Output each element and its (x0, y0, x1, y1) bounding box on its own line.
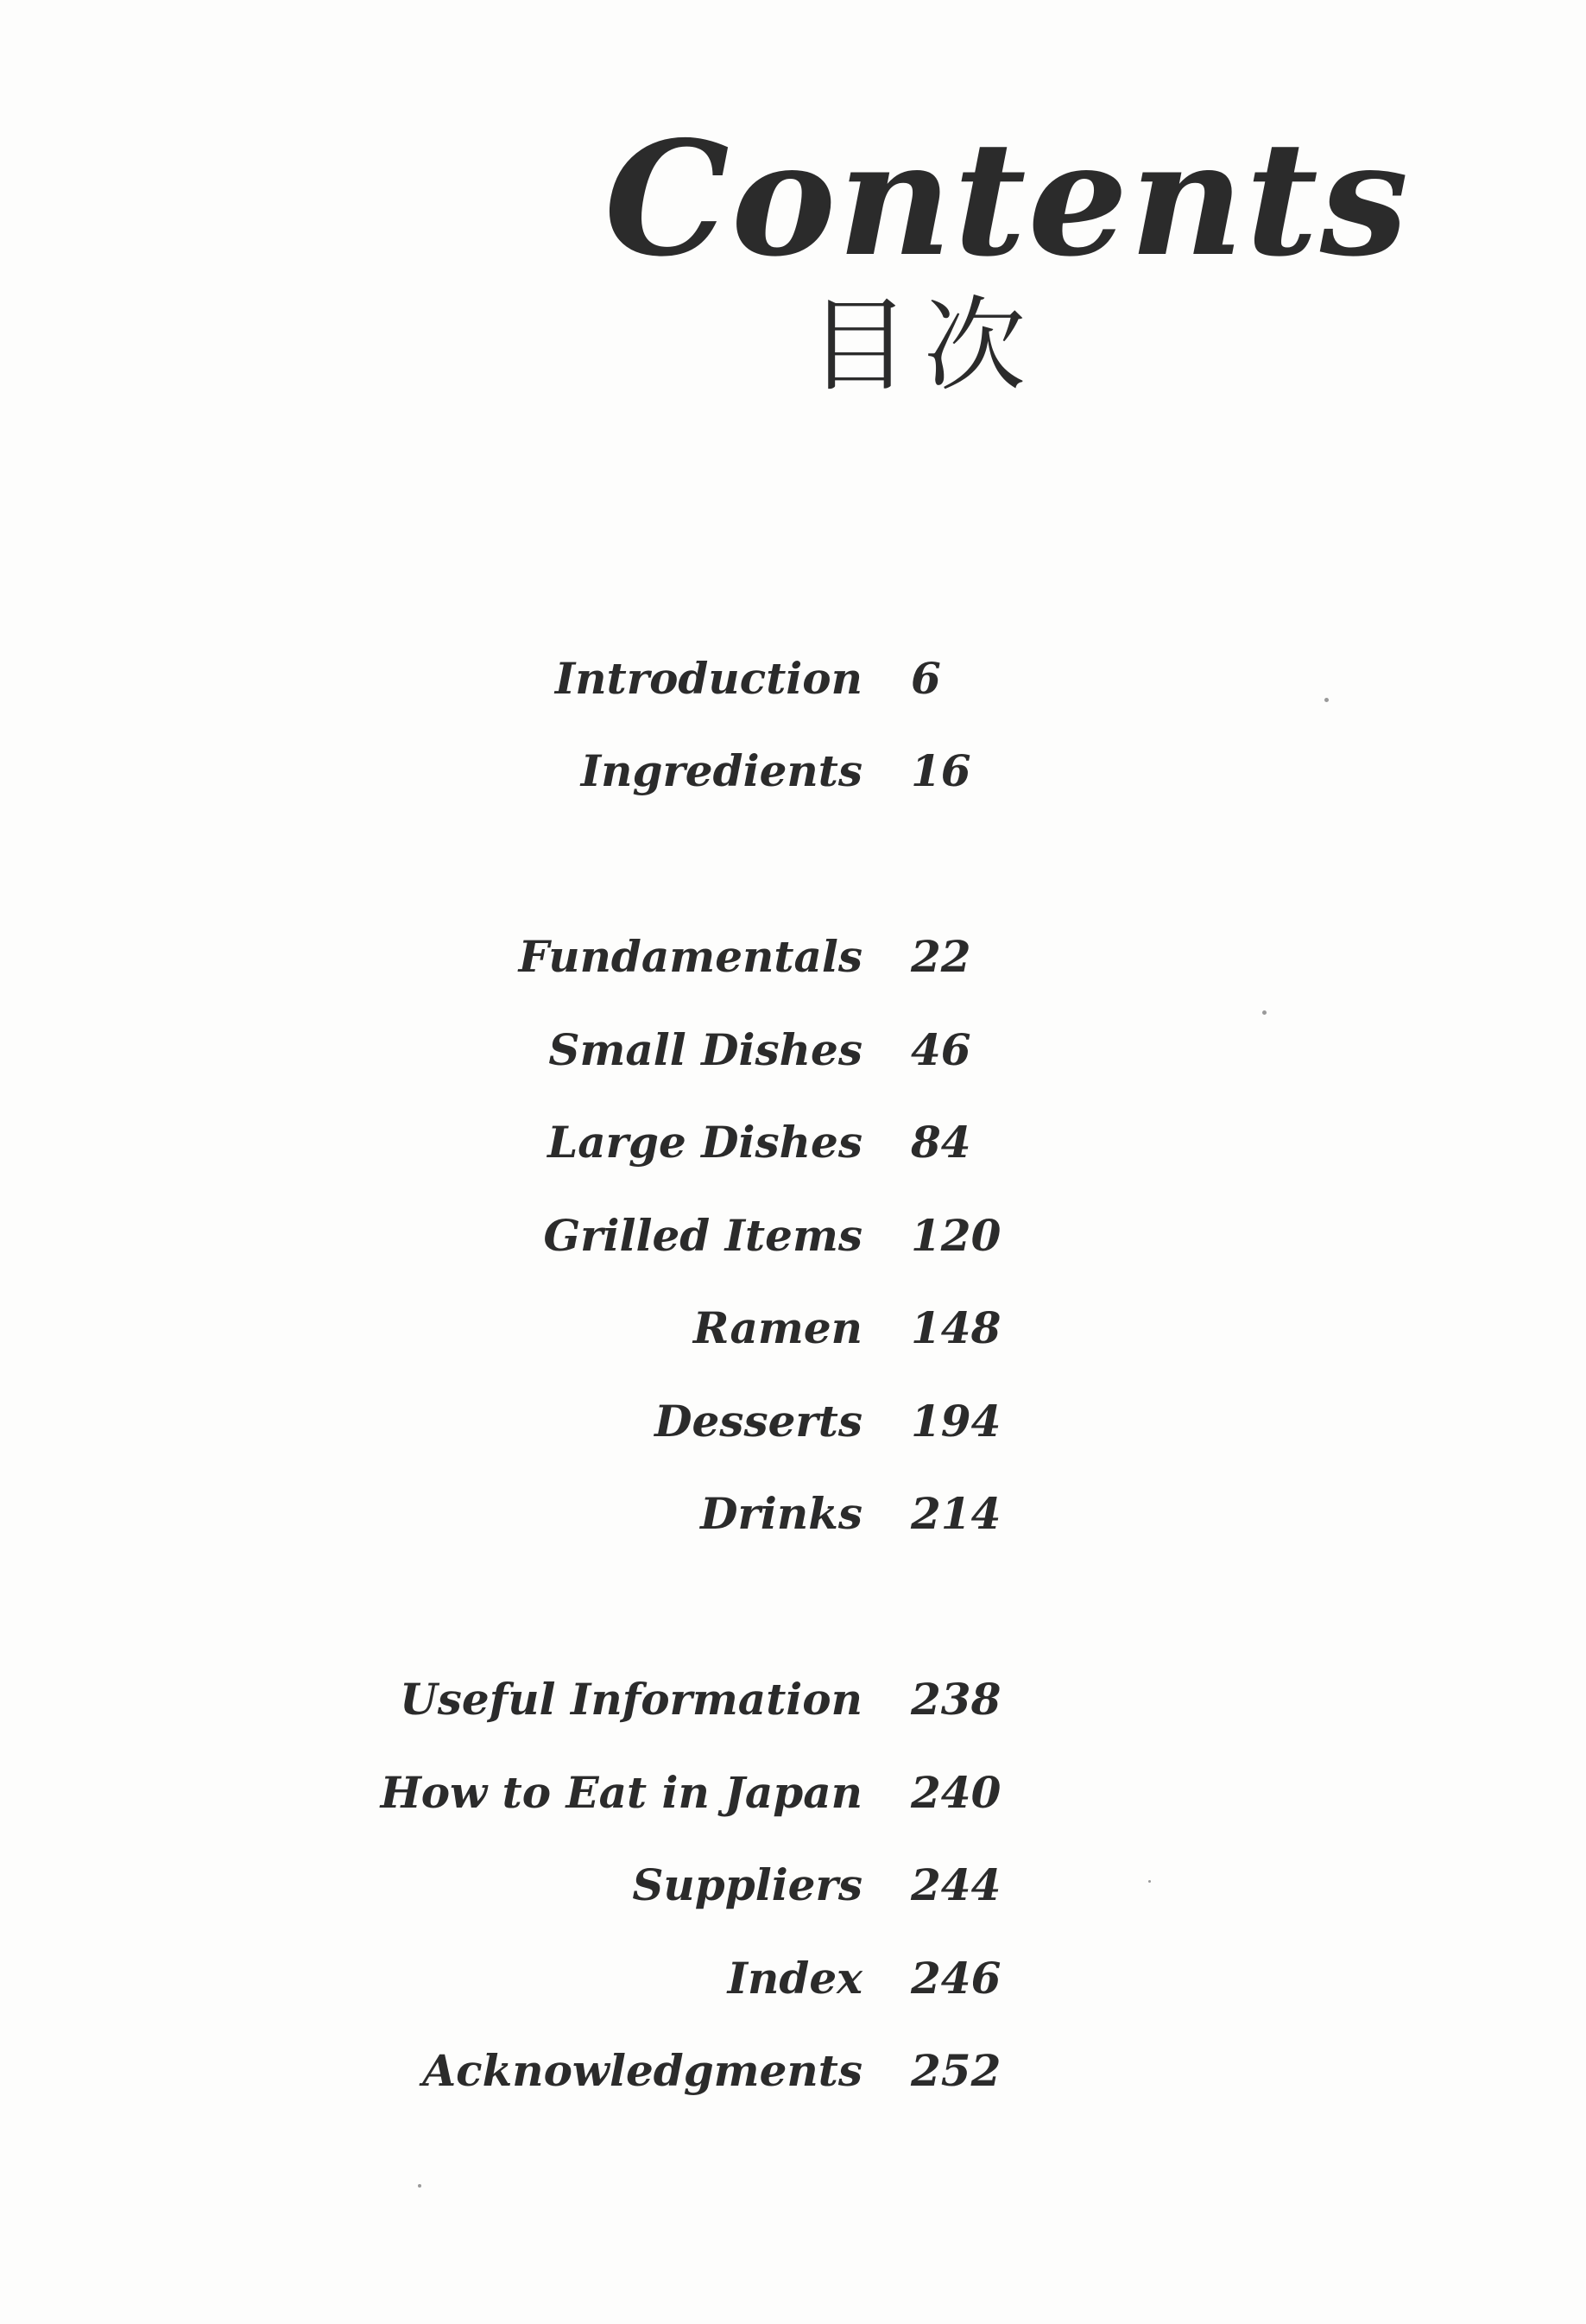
toc-entry-page-number: 120 (911, 1210, 1002, 1261)
toc-entry-page-number: 246 (911, 1953, 1002, 2004)
toc-entry-acknowledgments[interactable] (0, 2036, 1586, 2106)
toc-entry-large-dishes[interactable] (0, 1108, 1586, 1177)
toc-entry-how-to-eat-in-japan[interactable] (0, 1758, 1586, 1827)
toc-entry-index[interactable] (0, 1944, 1586, 2013)
toc-entry-label: Introduction (554, 653, 863, 704)
scan-speck (1324, 698, 1329, 702)
toc-entry-desserts[interactable] (0, 1387, 1586, 1456)
toc-entry-page-number: 252 (911, 2045, 1002, 2096)
toc-entry-label: Suppliers (632, 1859, 863, 1910)
scan-speck (1148, 1880, 1151, 1883)
toc-entry-page-number: 22 (911, 931, 971, 982)
toc-entry-label: How to Eat in Japan (380, 1767, 863, 1818)
toc-entry-page-number: 238 (911, 1674, 1002, 1725)
toc-entry-page-number: 6 (911, 653, 941, 704)
toc-entry-label: Small Dishes (548, 1024, 863, 1075)
toc-entry-label: Large Dishes (547, 1117, 863, 1168)
toc-entry-label: Desserts (654, 1396, 863, 1447)
toc-entry-label: Grilled Items (543, 1210, 863, 1261)
toc-entry-ingredients[interactable] (0, 737, 1586, 806)
toc-entry-label: Ingredients (580, 745, 863, 796)
toc-entry-suppliers[interactable] (0, 1851, 1586, 1920)
toc-entry-label: Fundamentals (518, 931, 863, 982)
toc-entry-page-number: 46 (911, 1024, 971, 1075)
toc-entry-label: Drinks (700, 1488, 863, 1539)
toc-entry-small-dishes[interactable] (0, 1016, 1586, 1085)
page-subtitle-japanese: 目次 (807, 286, 1039, 405)
scan-speck (1262, 1010, 1267, 1015)
toc-entry-page-number: 214 (911, 1488, 1002, 1539)
toc-entry-label: Ramen (692, 1302, 863, 1353)
toc-entry-page-number: 16 (911, 745, 971, 796)
toc-entry-fundamentals[interactable] (0, 922, 1586, 991)
toc-entry-page-number: 148 (911, 1302, 1002, 1353)
toc-entry-introduction[interactable] (0, 644, 1586, 713)
toc-entry-label: Acknowledgments (422, 2045, 863, 2096)
toc-entry-page-number: 240 (911, 1767, 1002, 1818)
toc-entry-label: Index (727, 1953, 863, 2004)
toc-entry-page-number: 84 (911, 1117, 971, 1168)
toc-entry-useful-information[interactable] (0, 1665, 1586, 1734)
toc-entry-page-number: 244 (911, 1859, 1002, 1910)
page-title: Contents (604, 106, 1411, 291)
toc-entry-label: Useful Information (400, 1674, 863, 1725)
toc-entry-page-number: 194 (911, 1396, 1002, 1447)
toc-entry-ramen[interactable] (0, 1294, 1586, 1363)
scan-speck (418, 2184, 421, 2188)
toc-entry-grilled-items[interactable] (0, 1201, 1586, 1270)
toc-entry-drinks[interactable] (0, 1479, 1586, 1548)
